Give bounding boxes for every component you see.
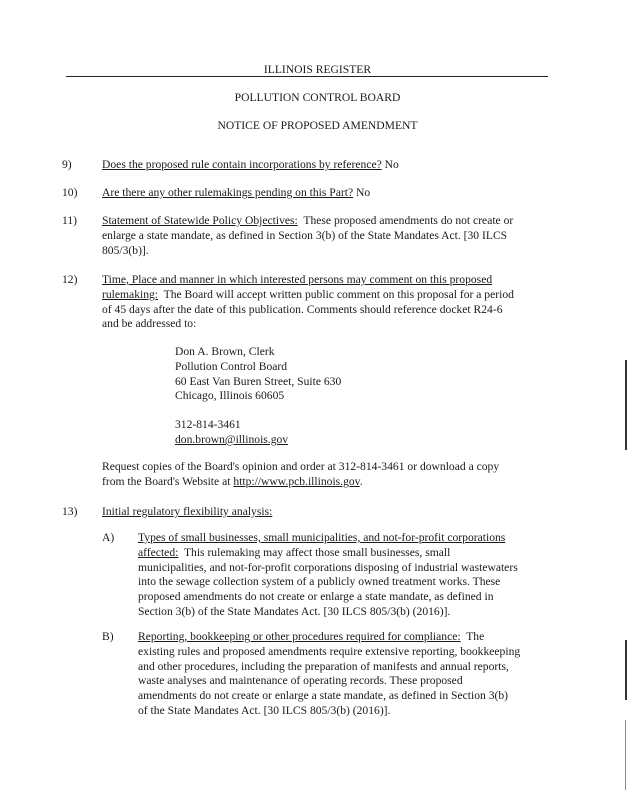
item-13b-text: amendments do not create or enlarge a state mandate, as defined in Section 3(b) <box>138 689 509 703</box>
item-13a-text: proposed amendments do not create or enlarge a state mandate, as defined in <box>138 590 494 604</box>
item-13a <box>138 531 548 620</box>
scan-edge-mark <box>625 720 626 790</box>
item-11-title: Statement of Statewide Policy Objectives: <box>102 214 298 227</box>
item-13a-text: This rulemaking may affect those small businesses, small <box>183 545 451 559</box>
notice-title: NOTICE OF PROPOSED AMENDMENT <box>217 119 418 132</box>
item-13a-text: into the sewage collection system of a publicly owned treatment works. These <box>138 575 501 589</box>
item-12-text: and be addressed to: <box>102 317 197 331</box>
clerk-address <box>175 345 341 448</box>
item-13a-title: affected: <box>138 545 179 559</box>
item-13b-label: B) <box>102 630 114 643</box>
item-12-text: of 45 days after the date of this publication. Comments should reference docket R24-6 <box>102 302 503 316</box>
item-11-text: These proposed amendments do not create or <box>303 214 514 227</box>
item-13-title: Initial regulatory flexibility analysis: <box>102 505 273 518</box>
item-11-text: enlarge a state mandate, as defined in Section 3(b) of the State Mandates Act. [30 ILCS <box>102 228 508 242</box>
item-9-answer: No <box>384 158 399 171</box>
item-11 <box>102 214 550 258</box>
item-9-number: 9) <box>62 158 72 171</box>
item-13 <box>102 505 550 520</box>
item-12-number: 12) <box>62 273 78 286</box>
item-9 <box>102 158 550 173</box>
website-link[interactable]: http://www.pcb.illinois.gov <box>233 474 360 488</box>
request-text: from the Board's Website at <box>102 474 231 488</box>
item-10 <box>102 186 550 201</box>
request-copies <box>102 460 550 490</box>
item-13a-text: municipalities, and not-for-profit corporations disposing of industrial wastewaters <box>138 560 518 574</box>
request-text: Request copies of the Board's opinion and order at 312-814-3461 or download a copy <box>102 460 500 473</box>
header-rule <box>66 76 548 77</box>
clerk-org: Pollution Control Board <box>175 359 288 373</box>
clerk-name: Don A. Brown, Clerk <box>175 345 275 358</box>
agency-title: POLLUTION CONTROL BOARD <box>234 91 401 104</box>
item-10-answer: No <box>356 186 371 199</box>
item-13a-text: Section 3(b) of the State Mandates Act. [30 ILCS 805/3(b) (2016)]. <box>138 604 451 618</box>
request-text: . <box>359 474 363 488</box>
clerk-email-link[interactable]: don.brown@illinois.gov <box>175 432 289 446</box>
scan-edge-mark <box>625 640 627 700</box>
item-13b-text: existing rules and proposed amendments require extensive reporting, bookkeeping <box>138 644 521 658</box>
item-11-number: 11) <box>62 214 78 227</box>
item-13b-title: Reporting, bookkeeping or other procedures required for compliance: <box>138 630 461 643</box>
item-13b-text: of the State Mandates Act. [30 ILCS 805/3(b) (2016)]. <box>138 703 391 717</box>
item-10-title: Are there any other rulemakings pending on this Part? <box>102 186 354 199</box>
item-13b-text: The <box>466 630 485 643</box>
clerk-street: 60 East Van Buren Street, Suite 630 <box>175 374 342 388</box>
scan-edge-mark <box>625 360 627 450</box>
item-13a-title: Types of small businesses, small municipalities, and not-for-profit corporations <box>138 531 506 544</box>
item-10-number: 10) <box>62 186 78 199</box>
item-12-title: Time, Place and manner in which interested persons may comment on this proposed <box>102 273 493 286</box>
clerk-phone: 312-814-3461 <box>175 418 241 432</box>
item-13b-text: waste analyses and maintenance of operating records. These proposed <box>138 674 463 688</box>
item-11-text: 805/3(b)]. <box>102 243 149 257</box>
item-13b-text: and other procedures, including the preparation of manifests and annual reports, <box>138 659 509 673</box>
item-12 <box>102 273 550 332</box>
clerk-city: Chicago, Illinois 60605 <box>175 389 285 403</box>
item-13a-label: A) <box>102 531 115 544</box>
item-9-title: Does the proposed rule contain incorporations by reference? <box>102 158 382 171</box>
item-12-text: The Board will accept written public comment on this proposal for a period <box>163 287 514 301</box>
item-13b <box>138 630 548 719</box>
item-12-title: rulemaking: <box>102 287 159 301</box>
item-13-number: 13) <box>62 505 78 518</box>
register-title: ILLINOIS REGISTER <box>263 63 372 76</box>
